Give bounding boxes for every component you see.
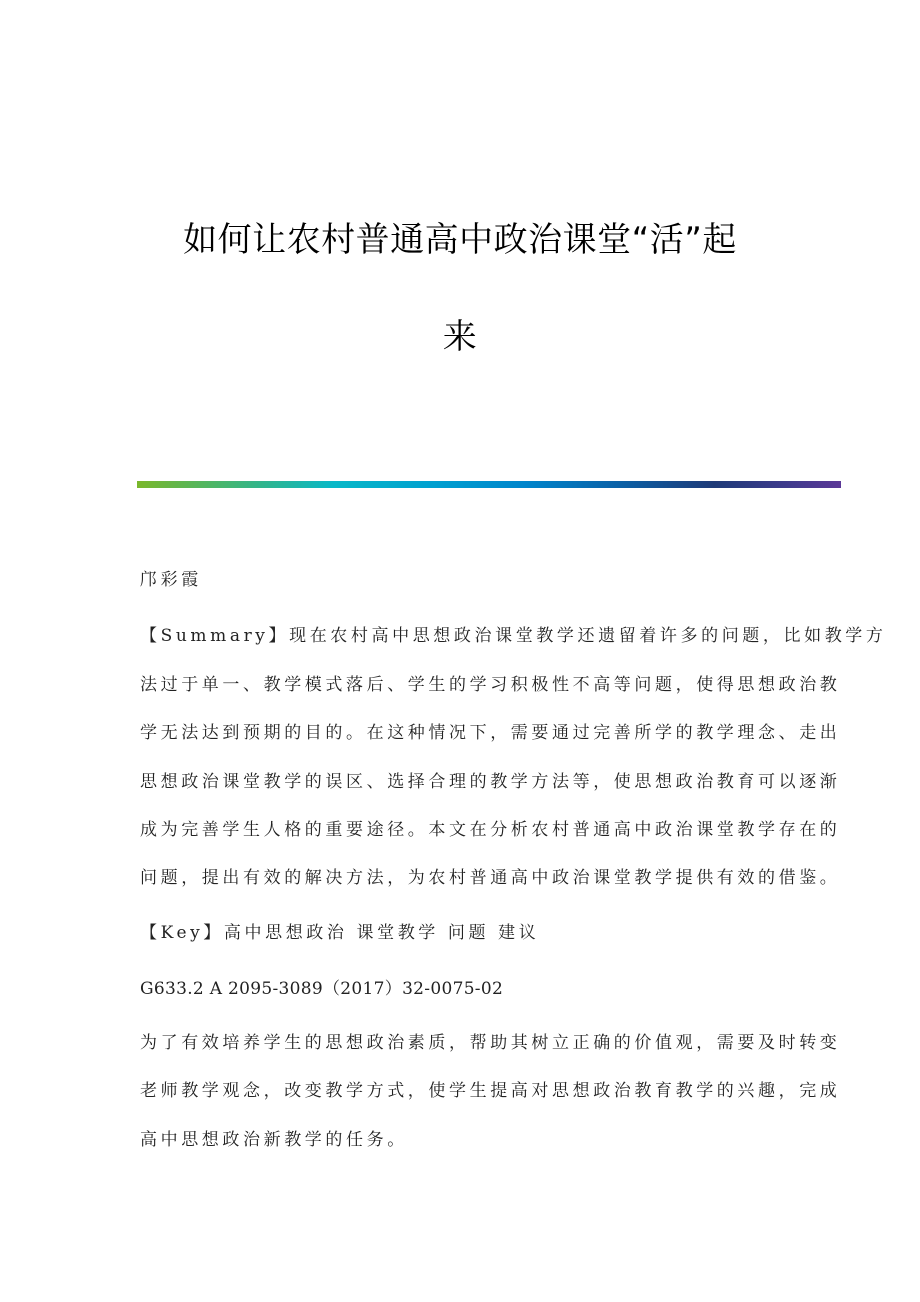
body-line: 为了有效培养学生的思想政治素质，帮助其树立正确的价值观，需要及时转变: [140, 1033, 841, 1053]
author-name: 邝彩霞: [140, 570, 202, 590]
summary-line: 思想政治课堂教学的误区、选择合理的教学方法等，使思想政治教育可以逐渐: [140, 772, 841, 792]
summary-line: 问题，提出有效的解决方法，为农村普通高中政治课堂教学提供有效的借鉴。: [140, 868, 841, 888]
summary-line: 成为完善学生人格的重要途径。本文在分析农村普通高中政治课堂教学存在的: [140, 820, 841, 840]
keywords: 【Key】高中思想政治 课堂教学 问题 建议: [140, 923, 540, 943]
gradient-divider: [137, 481, 841, 488]
document-title-line-1: 如何让农村普通高中政治课堂“活”起: [183, 220, 737, 260]
body-line: 高中思想政治新教学的任务。: [140, 1130, 408, 1150]
summary-line: 学无法达到预期的目的。在这种情况下，需要通过完善所学的教学理念、走出: [140, 723, 841, 743]
summary-line: 法过于单一、教学模式落后、学生的学习积极性不高等问题，使得思想政治教: [140, 675, 841, 695]
summary-line: 【Summary】现在农村高中思想政治课堂教学还遗留着许多的问题，比如教学方: [140, 626, 887, 646]
document-title-line-2: 来: [442, 317, 478, 357]
classification-code: G633.2 A 2095-3089（2017）32-0075-02: [140, 979, 504, 999]
body-line: 老师教学观念，改变教学方式，使学生提高对思想政治教育教学的兴趣，完成: [140, 1081, 841, 1101]
